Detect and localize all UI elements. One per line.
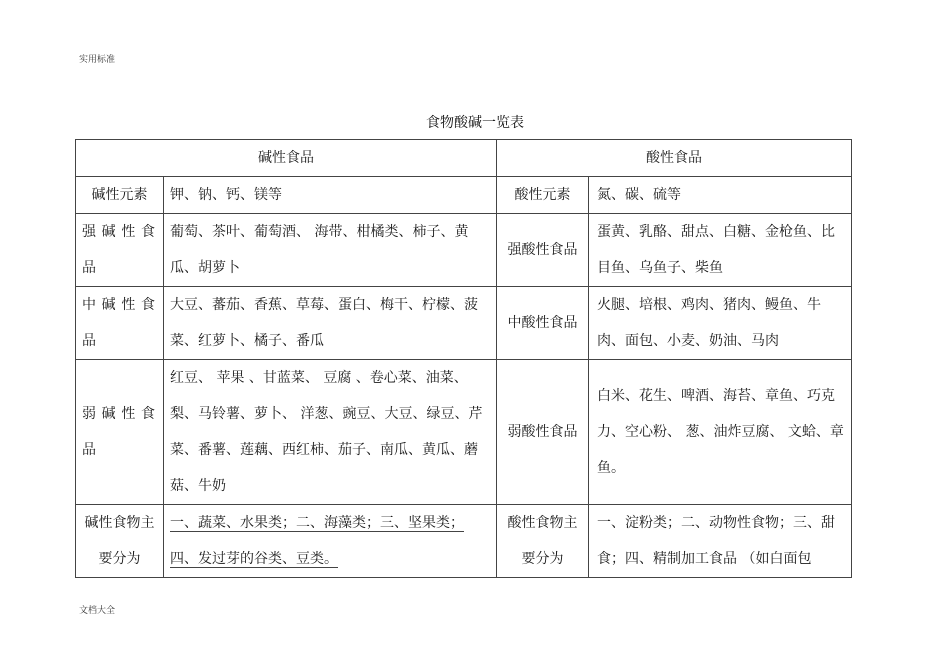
acidic-category-content: 氮、碳、硫等 — [589, 177, 852, 214]
table-row — [76, 287, 852, 360]
footer-note: 文档大全 — [79, 606, 116, 616]
header-note: 实用标准 — [79, 55, 116, 65]
alkaline-foods-header: 碱性食品 — [76, 140, 497, 177]
alkaline-category-label: 弱碱性食品 — [76, 360, 164, 505]
alkaline-category-label: 强碱性食品 — [76, 214, 164, 287]
alkaline-groups-text-1: 一、蔬菜、水果类；二、海藻类；三、坚果类； — [170, 515, 464, 531]
alkaline-category-content: 红豆、 苹果 、甘蓝菜、 豆腐 、卷心菜、油菜、梨、马铃薯、萝卜、 洋葱、豌豆、大豆、绿豆、芹菜、番薯、莲藕、西红柿、茄子、南瓜、黄瓜、蘑菇、牛奶 — [164, 360, 497, 505]
table-row — [76, 214, 852, 287]
alkaline-category-label: 碱性元素 — [76, 177, 164, 214]
food-acid-alkaline-table — [75, 139, 852, 578]
acidic-category-label: 强酸性食品 — [497, 214, 589, 287]
alkaline-main-groups-line-1 — [170, 505, 490, 541]
page-title: 食物酸碱一览表 — [426, 115, 524, 131]
alkaline-category-label: 中碱性食品 — [76, 287, 164, 360]
acidic-category-content: 火腿、培根、鸡肉、猪肉、鳗鱼、牛肉、面包、小麦、奶油、马肉 — [589, 287, 852, 360]
alkaline-main-groups-line-2 — [170, 541, 490, 577]
acidic-category-label: 酸性元素 — [497, 177, 589, 214]
alkaline-groups-text-2: 四、发过芽的谷类、豆类。 — [170, 551, 338, 567]
table-row — [76, 360, 852, 505]
acidic-category-content: 蛋黄、乳酪、甜点、白糖、金枪鱼、比目鱼、乌鱼子、柴鱼 — [589, 214, 852, 287]
alkaline-category-content: 葡萄、茶叶、葡萄酒、 海带、柑橘类、柿子、黄瓜、胡萝卜 — [164, 214, 497, 287]
acidic-category-content: 白米、花生、啤酒、海苔、章鱼、巧克力、空心粉、 葱、油炸豆腐、 文蛤、章鱼。 — [589, 360, 852, 505]
acidic-category-label: 中酸性食品 — [497, 287, 589, 360]
acidic-category-label: 弱酸性食品 — [497, 360, 589, 505]
alkaline-category-label: 碱性食物主要分为 — [76, 505, 164, 578]
alkaline-category-content: 钾、钠、钙、镁等 — [164, 177, 497, 214]
table-header-row — [76, 140, 852, 177]
table-row — [76, 505, 852, 578]
alkaline-category-content — [164, 505, 497, 578]
table-row — [76, 177, 852, 214]
alkaline-category-content: 大豆、蕃茄、香蕉、草莓、蛋白、梅干、柠檬、菠菜、红萝卜、橘子、番瓜 — [164, 287, 497, 360]
acidic-category-label: 酸性食物主要分为 — [497, 505, 589, 578]
acidic-foods-header: 酸性食品 — [497, 140, 852, 177]
acidic-category-content: 一、淀粉类；二、动物性食物；三、甜食；四、精制加工食品 （如白面包 — [589, 505, 852, 578]
